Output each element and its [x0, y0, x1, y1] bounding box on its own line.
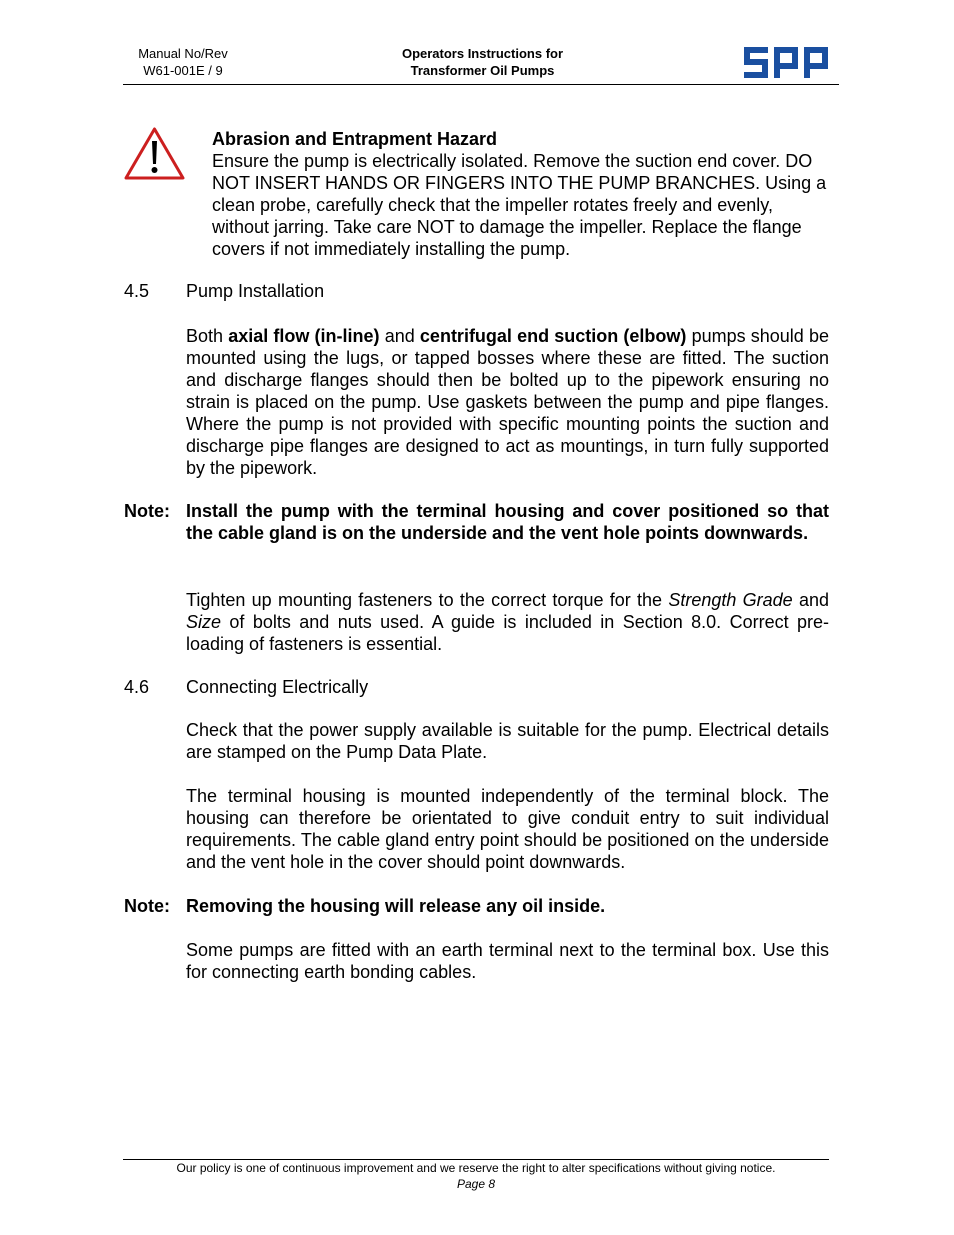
size-term: Size — [186, 612, 222, 632]
p1-text: and — [379, 326, 420, 346]
centrifugal-term: centrifugal end suction (elbow) — [419, 326, 687, 346]
section-4-5-paragraph-1 — [186, 325, 829, 479]
section-4-6-number: 4.6 — [124, 677, 150, 697]
warning-body: Ensure the pump is electrically isolated. Remove the suction end cover. DO NOT INSERT HANDS OR FINGERS INTO THE PUMP BRANCHES. Using a clean probe, carefully check that the impeller rotates freely and evenly, without jarring. Take care NOT to damage the impeller. Replace the flange covers if not immediately installing the pump. — [212, 151, 827, 259]
section-4-6-paragraph-1: Check that the power supply available is suitable for the pump. Electrical details are stamped on the Pump Data Plate. — [186, 720, 829, 762]
title-line-2: Transformer Oil Pumps — [410, 63, 555, 78]
footer-policy: Our policy is one of continuous improvement and we reserve the right to alter specifications without giving notice. — [176, 1161, 776, 1175]
p1-text: Both — [186, 326, 229, 346]
warning-block — [212, 128, 829, 260]
section-4-5-paragraph-2 — [186, 589, 829, 655]
note-text: Removing the housing will release any oil inside. — [186, 896, 606, 916]
manual-label: Manual No/Rev — [138, 46, 228, 61]
title-line-1: Operators Instructions for — [401, 46, 564, 61]
p2-text: Tighten up mounting fasteners to the correct torque for the — [186, 590, 669, 610]
section-4-6-title: Connecting Electrically — [186, 677, 369, 697]
note-label: Note: — [124, 896, 170, 916]
document-title — [380, 45, 585, 79]
warning-title: Abrasion and Entrapment Hazard — [212, 129, 498, 149]
section-4-6-paragraph-3: Some pumps are fitted with an earth terminal next to the terminal box. Use this for connecting earth bonding cables. — [186, 940, 829, 982]
note-text: Install the pump with the terminal housing and cover positioned so that the cable gland is on the underside and the vent hole points downwards. — [186, 501, 829, 543]
section-4-6-paragraph-2: The terminal housing is mounted independently of the terminal block. The housing can therefore be orientated to give conduit entry to suit individual requirements. The cable gland entry point should be positioned on the underside and the vent hole in the cover should point downwards. — [186, 786, 829, 872]
strength-grade-term: Strength Grade — [668, 590, 793, 610]
note-label: Note: — [124, 501, 170, 521]
manual-number: W61-001E / 9 — [143, 63, 223, 78]
section-4-5-number: 4.5 — [124, 281, 150, 301]
p2-text: of bolts and nuts used. A guide is included in Section 8.0. Correct pre-loading of fasteners is essential. — [186, 612, 829, 654]
p1-text: pumps should be mounted using the lugs, or tapped bosses where these are fitted. The suction and discharge flanges should then be bolted up to the pipework ensuring no strain is placed on the pump. Use gaskets between the pump and pipe flanges. Where the pump is not provided with specific mounting points the suction and discharge pipe flanges are designed to act as mountings, in turn fully supported by the pipework. — [186, 326, 830, 478]
axial-flow-term: axial flow (in-line) — [228, 326, 380, 346]
warning-triangle-icon — [124, 127, 185, 180]
header-divider — [123, 84, 839, 85]
section-4-5-title: Pump Installation — [186, 281, 325, 301]
manual-info — [124, 45, 242, 79]
page-number: Page 8 — [456, 1177, 496, 1191]
p2-text: and — [792, 590, 829, 610]
spp-logo — [744, 47, 828, 78]
